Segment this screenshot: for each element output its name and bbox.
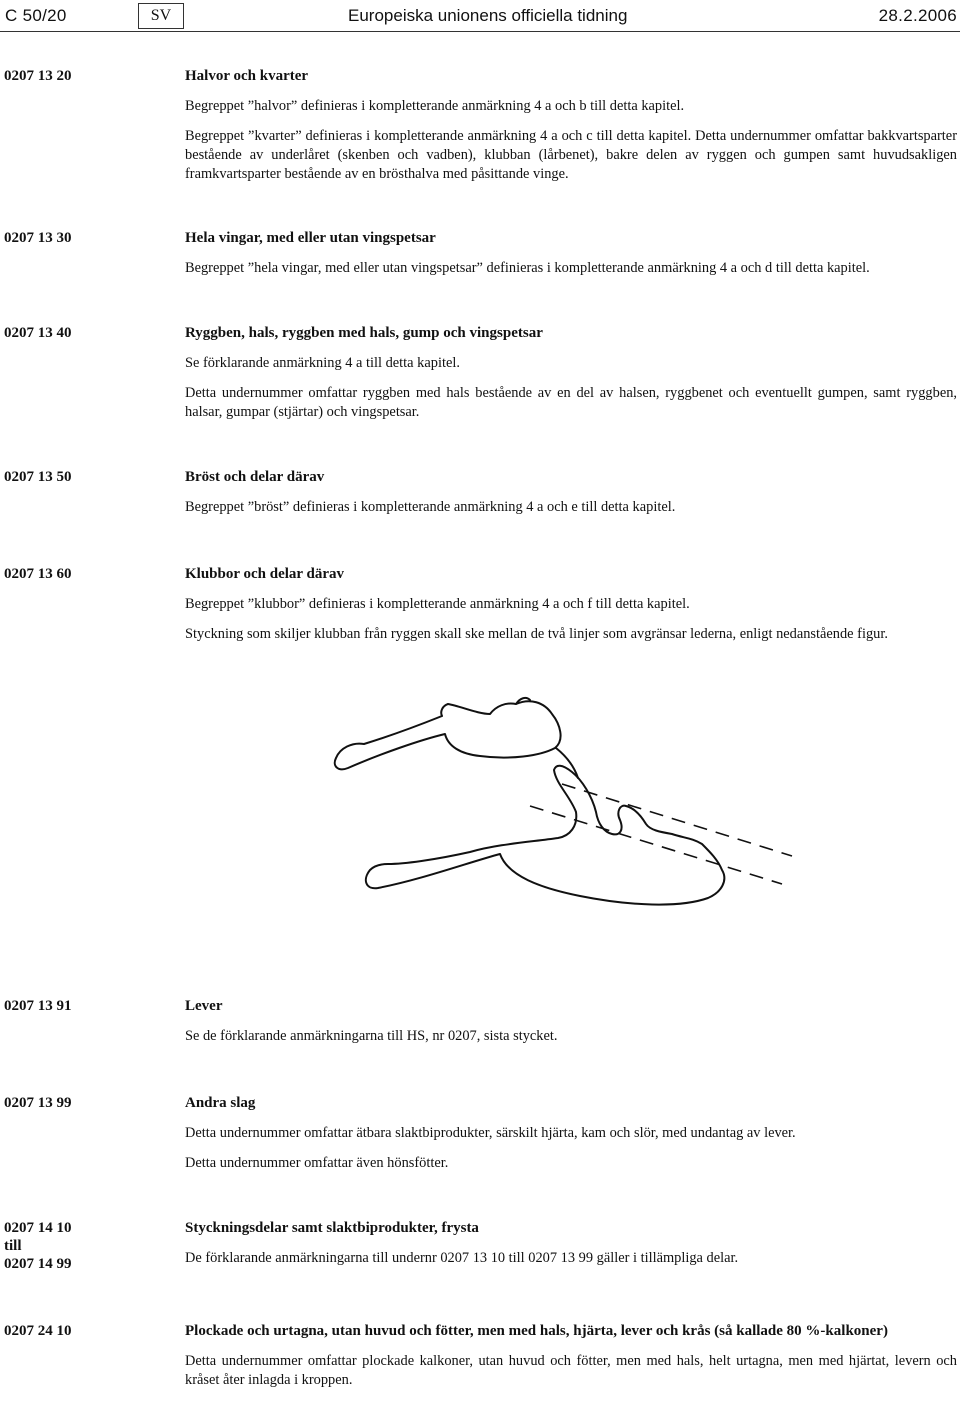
entry-body	[185, 1322, 957, 1401]
leg-cut-figure	[330, 684, 800, 934]
entry-paragraph: Detta undernummer omfattar ätbara slaktbiprodukter, särskilt hjärta, kam och slör, med undantag av lever.	[185, 1125, 796, 1141]
entry-title: Ryggben, hals, ryggben med hals, gump och vingspetsar	[185, 325, 543, 341]
entry-code: 0207 13 30	[4, 230, 72, 246]
page-header	[0, 0, 960, 36]
entry-paragraph: Begreppet ”klubbor” definieras i kompletterande anmärkning 4 a och f till detta kapitel.	[185, 596, 690, 612]
entry-body	[185, 67, 957, 195]
entry-body	[185, 997, 957, 1057]
drumstick-outline	[335, 701, 561, 769]
entry-code: 0207 13 20	[4, 68, 72, 84]
entry-code-from: 0207 14 10	[4, 1220, 72, 1236]
entry-title: Andra slag	[185, 1095, 256, 1111]
page-number: C 50/20	[5, 6, 67, 25]
entry-title: Halvor och kvarter	[185, 68, 309, 84]
cut-line-upper	[562, 784, 792, 856]
entry-code: 0207 13 99	[4, 1095, 72, 1111]
entry-code-range	[4, 1219, 164, 1273]
entry-paragraph: Detta undernummer omfattar ryggben med hals bestående av en del av halsen, ryggbenet och eventuellt gumpen, samt ryggben, halsar, gumpar (stjärtar) och vingspetsar.	[185, 385, 957, 420]
entry-code-till: till	[4, 1238, 22, 1254]
entry-paragraph: Begreppet ”kvarter” definieras i kompletterande anmärkning 4 a och c till detta kapitel. Detta undernummer omfattar bakkvartsparter bestående av underlåret (skenben och vadben), klubban (lårbenet), bakre delen av ryggen och gumpen samt huvudsakligen framkvartsparter bestående av en brösthalva med påsittande vinge.	[185, 128, 957, 182]
entry-title: Plockade och urtagna, utan huvud och fötter, men med hals, hjärta, lever och krås (så kallade 80 %-kalkoner)	[185, 1323, 888, 1339]
entry-code: 0207 13 91	[4, 998, 72, 1014]
language-box: SV	[138, 3, 184, 29]
entry-paragraph: Se förklarande anmärkning 4 a till detta kapitel.	[185, 355, 460, 371]
entry-code: 0207 13 60	[4, 566, 72, 582]
leg-cut-drawing	[330, 684, 800, 934]
entry-paragraph: Begreppet ”hela vingar, med eller utan vingspetsar” definieras i kompletterande anmärkning 4 a och d till detta kapitel.	[185, 260, 870, 276]
entry-body	[185, 468, 957, 528]
thigh-outline	[366, 766, 724, 905]
entry-code: 0207 13 40	[4, 325, 72, 341]
entry-paragraph: Detta undernummer omfattar även hönsfötter.	[185, 1155, 449, 1171]
entry-paragraph: Styckning som skiljer klubban från ryggen skall ske mellan de två linjer som avgränsar lederna, enligt nedanstående figur.	[185, 626, 888, 642]
entry-title: Lever	[185, 998, 223, 1014]
entry-title: Styckningsdelar samt slaktbiprodukter, frysta	[185, 1220, 479, 1236]
entry-body	[185, 324, 957, 433]
entry-paragraph: Begreppet ”halvor” definieras i kompletterande anmärkning 4 a och b till detta kapitel.	[185, 98, 685, 114]
entry-paragraph: De förklarande anmärkningarna till undernr 0207 13 10 till 0207 13 99 gäller i tillämpliga delar.	[185, 1250, 739, 1266]
cut-line-lower	[530, 806, 782, 884]
entry-body	[185, 1219, 957, 1279]
header-rule	[0, 31, 960, 32]
entry-body	[185, 565, 957, 655]
entry-title: Hela vingar, med eller utan vingspetsar	[185, 230, 436, 246]
publication-date: 28.2.2006	[878, 6, 957, 25]
entry-paragraph: Detta undernummer omfattar plockade kalkoner, utan huvud och fötter, men med hals, helt urtagna, men med hjärtat, levern och kråset åter inlagda i kroppen.	[185, 1353, 957, 1388]
entry-code: 0207 13 50	[4, 469, 72, 485]
entry-body	[185, 229, 957, 289]
entry-body	[185, 1094, 957, 1184]
entry-paragraph: Se de förklarande anmärkningarna till HS, nr 0207, sista stycket.	[185, 1028, 558, 1044]
entry-code-to: 0207 14 99	[4, 1256, 72, 1272]
entry-title: Bröst och delar därav	[185, 469, 325, 485]
entry-code: 0207 24 10	[4, 1323, 72, 1339]
entry-title: Klubbor och delar därav	[185, 566, 345, 582]
entry-paragraph: Begreppet ”bröst” definieras i kompletterande anmärkning 4 a och e till detta kapitel.	[185, 499, 676, 515]
journal-title: Europeiska unionens officiella tidning	[348, 6, 628, 25]
